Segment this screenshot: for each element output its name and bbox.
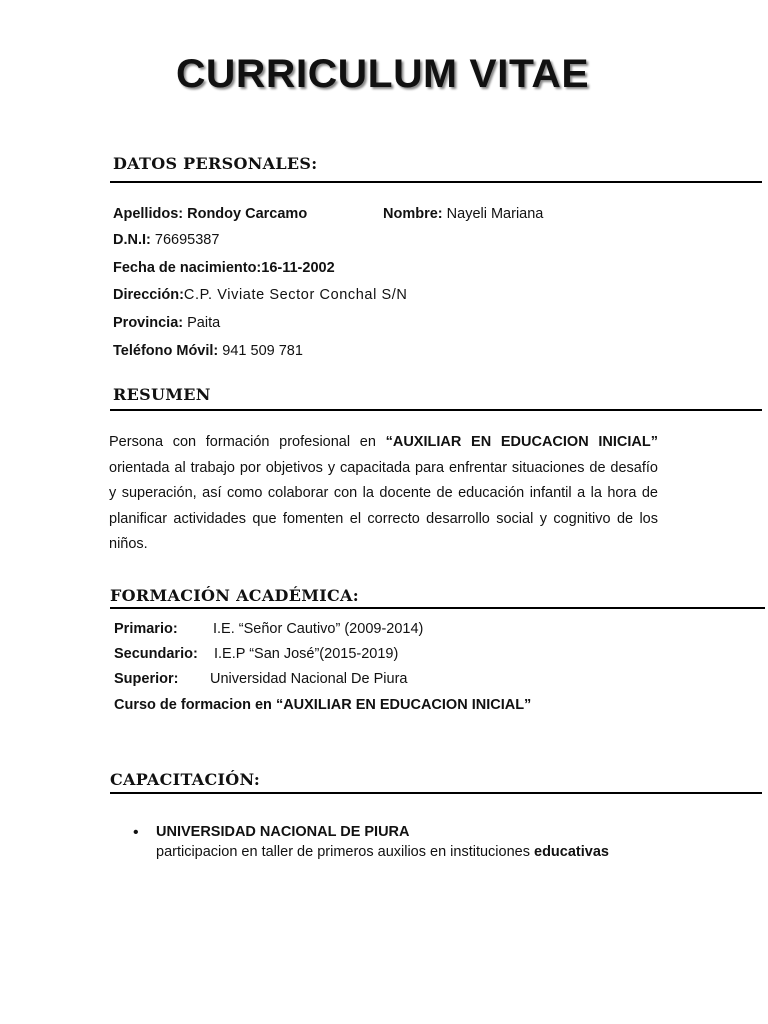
bullet-icon: • <box>133 824 139 841</box>
resumen-paragraph <box>109 430 658 558</box>
section-heading-capacitacion: CAPACITACIÓN: <box>110 770 261 789</box>
formacion-curso: Curso de formacion en “AUXILIAR EN EDUCACION INICIAL” <box>114 697 532 713</box>
field-value: 941 509 781 <box>222 343 303 359</box>
capacitacion-institution: UNIVERSIDAD NACIONAL DE PIURA <box>156 824 410 840</box>
field-label: Provincia: <box>113 315 184 331</box>
field-nombre <box>383 206 543 222</box>
field-value: Nayeli Mariana <box>446 206 544 222</box>
section-heading-formacion: FORMACIÓN ACADÉMICA: <box>110 586 359 605</box>
field-label: Apellidos: <box>113 206 184 222</box>
formacion-superior-label: Superior: <box>114 671 179 687</box>
section-divider <box>110 409 762 411</box>
formacion-secundario-label: Secundario: <box>114 646 198 662</box>
field-label: Fecha de nacimiento: <box>113 260 262 276</box>
field-value: 16-11-2002 <box>261 260 335 276</box>
formacion-superior-value: Universidad Nacional De Piura <box>210 671 408 687</box>
field-telefono <box>113 343 303 359</box>
formacion-primario-value: I.E. “Señor Cautivo” (2009-2014) <box>213 621 424 637</box>
resumen-text: Persona con formación profesional en <box>109 434 386 450</box>
field-label: D.N.I: <box>113 232 151 248</box>
field-value: 76695387 <box>154 232 220 248</box>
resumen-highlight: “AUXILIAR EN EDUCACION INICIAL” <box>385 434 658 450</box>
capacitacion-detail <box>156 844 609 860</box>
section-heading-datos-personales: DATOS PERSONALES: <box>113 154 318 173</box>
field-provincia <box>113 315 220 331</box>
section-heading-resumen: RESUMEN <box>113 385 211 404</box>
field-value: Rondoy Carcamo <box>187 206 308 222</box>
field-direccion <box>113 287 408 303</box>
field-label: Dirección: <box>113 287 184 303</box>
section-divider <box>110 792 762 794</box>
section-divider <box>110 181 762 183</box>
field-value: C.P. Viviate Sector Conchal S/N <box>183 287 408 303</box>
resumen-text: orientada al trabajo por objetivos y capacitada para enfrentar situaciones de desafío y superación, así como colaborar con la docente de educación infantil a la hora de planificar actividades que fomenten el correcto desarrollo social y cognitivo de los niños. <box>109 459 658 552</box>
section-divider <box>110 607 765 609</box>
capacitacion-detail-bold: educativas <box>534 844 609 860</box>
field-value: Paita <box>187 315 221 331</box>
field-fecha-nacimiento <box>113 260 335 276</box>
capacitacion-detail-text: participacion en taller de primeros auxilios en instituciones <box>156 844 534 860</box>
document-title: CURRICULUM VITAE <box>176 52 590 96</box>
field-apellidos <box>113 206 307 222</box>
field-dni <box>113 232 219 248</box>
field-label: Teléfono Móvil: <box>113 343 219 359</box>
formacion-secundario-value: I.E.P “San José”(2015-2019) <box>214 646 399 662</box>
formacion-primario-label: Primario: <box>114 621 178 637</box>
field-label: Nombre: <box>383 206 443 222</box>
